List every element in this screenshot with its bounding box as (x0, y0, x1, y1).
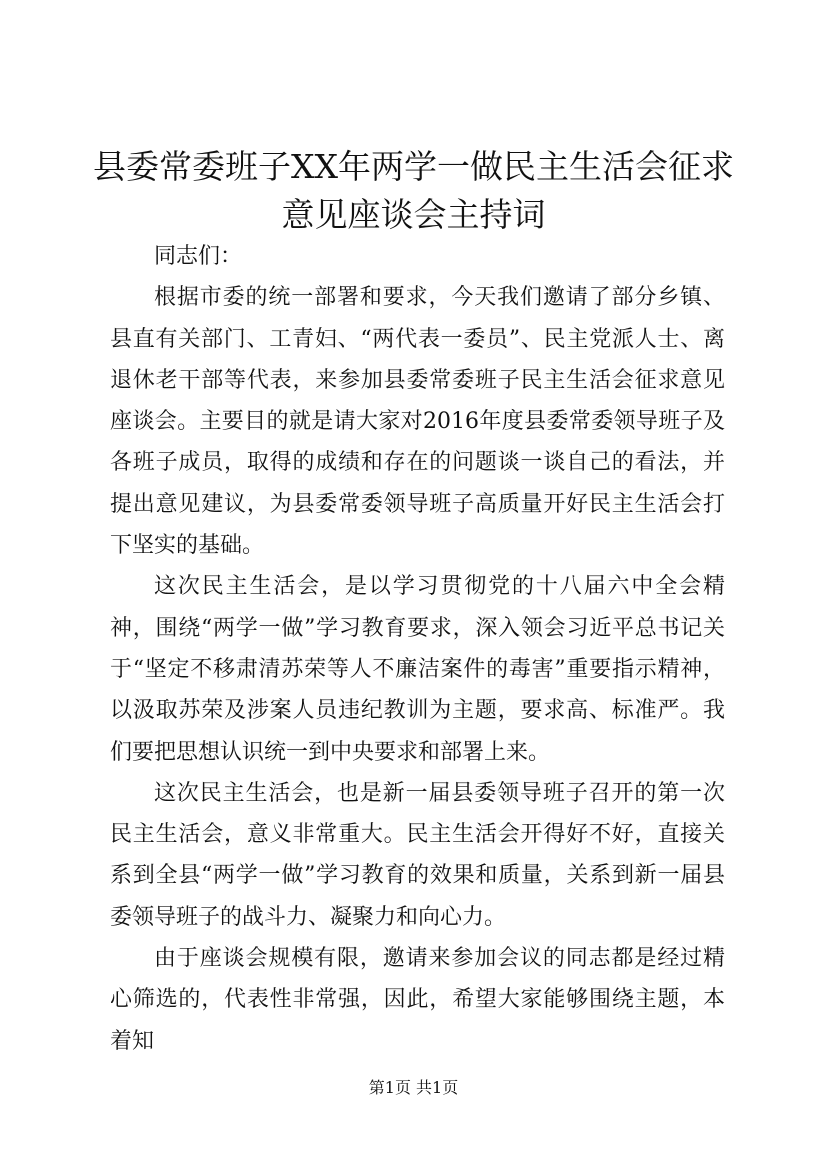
document-title-line-2: 意见座谈会主持词 (281, 195, 546, 234)
paragraph-3: 这次民主生活会，也是新一届县委领导班子召开的第一次民主生活会，意义非常重大。民主生活会开得好不好，直接关系到全县“两学一做”学习教育的效果和质量，关系到新一届县委领导班子的战斗力、凝聚力和向心力。 (110, 780, 725, 930)
document-title-line-1: 县委常委班子XX年两学一做民主生活会征求 (93, 147, 734, 186)
paragraph-1: 根据市委的统一部署和要求，今天我们邀请了部分乡镇、县直有关部门、工青妇、“两代表一委员”、民主党派人士、离退休老干部等代表，来参加县委常委班子民主生活会征求意见座谈会。主要目的就是请大家对2016年度县委常委领导班子及各班子成员，取得的成绩和存在的问题谈一谈自己的看法，并提出意见建议，为县委常委领导班子高质量开好民主生活会打下坚实的基础。 (110, 285, 725, 559)
document-body (110, 236, 725, 1062)
salutation: 同志们： (154, 244, 243, 269)
paragraph-2: 这次民主生活会，是以学习贯彻党的十八届六中全会精神，围绕“两学一做”学习教育要求，深入领会习近平总书记关于“坚定不移肃清苏荣等人不廉洁案件的毒害”重要指示精神，以汲取苏荣及涉案人员违纪教训为主题，要求高、标准严。我们要把思想认识统一到中央要求和部署上来。 (110, 574, 725, 765)
page-footer: 第1页 共1页 (368, 1078, 459, 1097)
paragraph-4: 由于座谈会规模有限，邀请来参加会议的同志都是经过精心筛选的，代表性非常强，因此，希望大家能够围绕主题，本着知 (110, 946, 725, 1054)
